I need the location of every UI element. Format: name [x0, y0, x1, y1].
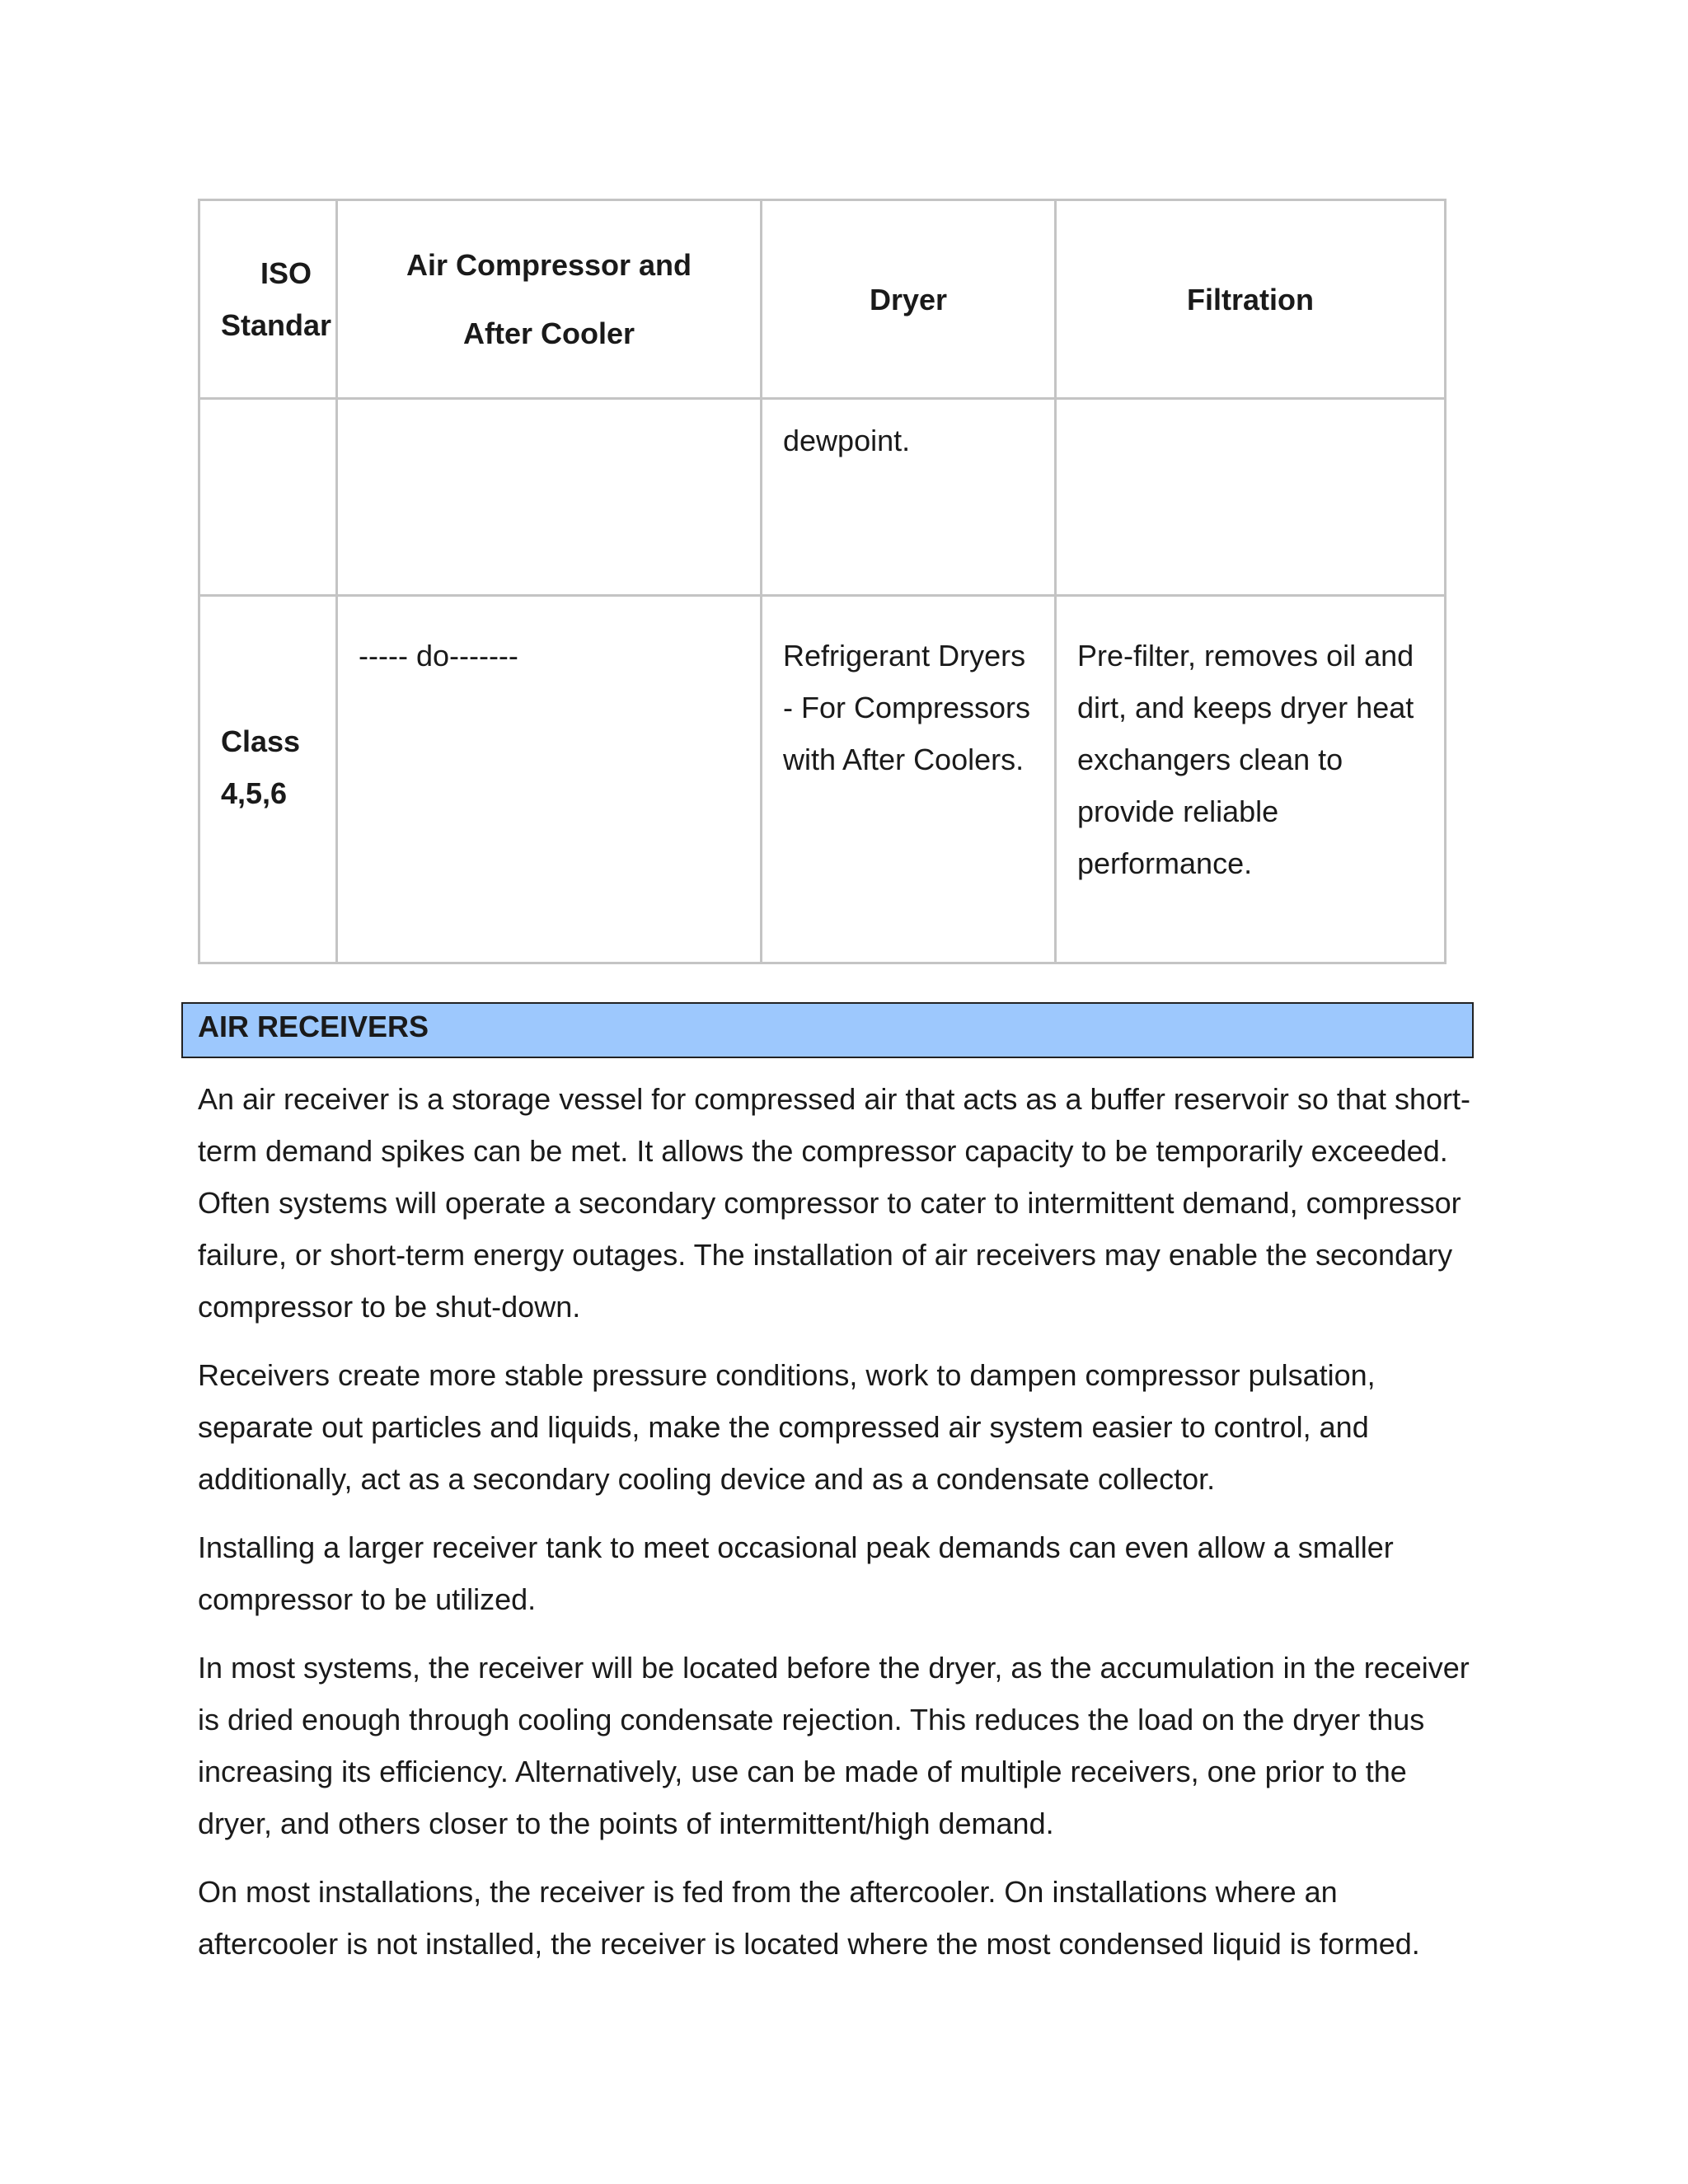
paragraph: In most systems, the receiver will be located before the dryer, as the accumulation in the receiver is dried enough through cooling condensate rejection. This reduces the load on the dryer thus increasing its efficiency. Alternatively, use can be made of multiple receivers, one prior to the dryer, and others closer to the points of intermittent/high demand. — [198, 1651, 1470, 1840]
cell-filtration: Pre-filter, removes oil and dirt, and keeps dryer heat exchangers clean to provide reliable performance. — [1056, 596, 1446, 963]
cell-iso-line2: 4,5,6 — [221, 776, 288, 810]
section-heading-air-receivers: AIR RECEIVERS — [181, 1002, 1474, 1058]
section-body — [198, 1073, 1484, 1986]
table-row — [199, 596, 1446, 963]
cell-compressor — [337, 399, 762, 596]
cell-iso — [199, 399, 337, 596]
cell-dryer: dewpoint. — [762, 399, 1056, 596]
cell-compressor: ----- do------- — [337, 596, 762, 963]
table-row — [199, 399, 1446, 596]
cell-iso-class — [199, 596, 337, 963]
header-iso-line1: ISO — [260, 256, 312, 290]
paragraph: An air receiver is a storage vessel for compressed air that acts as a buffer reservoir so that short-term demand spikes can be met. It allows the compressor capacity to be temporarily exceeded. Often systems will operate a secondary compressor to cater to intermittent demand, compressor failure, or short-term energy outages. The installation of air receivers may enable the secondary compressor to be shut-down. — [198, 1082, 1470, 1324]
cell-dryer: Refrigerant Dryers - For Compressors with After Coolers. — [762, 596, 1056, 963]
header-compressor-line1: Air Compressor and — [406, 248, 692, 282]
paragraph: Installing a larger receiver tank to meet occasional peak demands can even allow a smaller compressor to be utilized. — [198, 1530, 1394, 1616]
header-compressor — [337, 200, 762, 399]
cell-filtration — [1056, 399, 1446, 596]
cell-iso-line1: Class — [221, 724, 301, 758]
header-iso-standard — [199, 200, 337, 399]
header-dryer: Dryer — [762, 200, 1056, 399]
header-filtration: Filtration — [1056, 200, 1446, 399]
paragraph: Receivers create more stable pressure conditions, work to dampen compressor pulsation, separate out particles and liquids, make the compressed air system easier to control, and additionally, act as a secondary cooling device and as a condensate collector. — [198, 1358, 1376, 1496]
iso-class-table — [198, 199, 1447, 964]
header-compressor-line2: After Cooler — [462, 316, 635, 350]
header-iso-line2: Standar — [221, 308, 332, 342]
paragraph: On most installations, the receiver is fed from the aftercooler. On installations where an aftercooler is not installed, the receiver is located where the most condensed liquid is formed. — [198, 1875, 1420, 1961]
table-header-row — [199, 200, 1446, 399]
